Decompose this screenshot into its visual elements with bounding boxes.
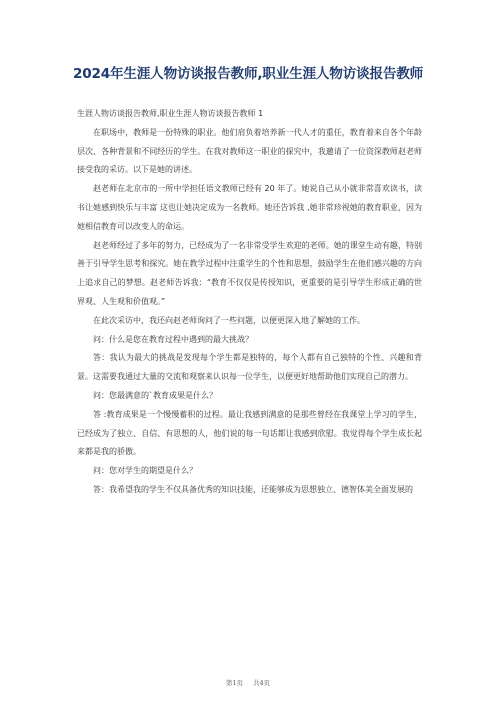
document-title: 2024年生涯人物访谈报告教师,职业生涯人物访谈报告教师 — [72, 66, 424, 82]
question-3: 问：您对学生的期望是什么？ — [93, 466, 197, 476]
question-2: 问：您最满意的`教育成果是什么？ — [93, 390, 217, 400]
question-1: 问：什么是您在教育过程中遇到的最大挑战？ — [93, 334, 253, 344]
document-subtitle: 生涯人物访谈报告教师,职业生涯人物访谈报告教师 1 — [77, 109, 264, 118]
paragraph-interview-lead: 在此次采访中，我还向赵老师询问了一些问题，以便更深入地了解她的工作。 — [93, 315, 365, 325]
answer-3: 答：我希望我的学生不仅具备优秀的知识技能，还能够成为思想独立、德智体美全面发展的 — [93, 484, 413, 494]
page-footer — [0, 678, 496, 687]
answer-1: 答：我认为最大的挑战是发现每个学生都是独特的，每个人都有自己独特的个性、兴趣和背景。这需要我通过大量的交流和观察来认识每一位学生，以便更好地帮助他们实现自己的潜力。 — [77, 353, 422, 382]
answer-2: 答 :教育成果是一个慢慢蓄积的过程。最让我感到满意的是那些曾经在我课堂上学习的学生，已经成为了独立、自信、有思想的人，他们说的每一句话都让我感到欣慰。我觉得每个学生成长起来都是我的骄傲。 — [77, 409, 422, 457]
paragraph-background: 赵老师在北京市的一所中学担任语文教师已经有 20 年了。她说自己从小就非常喜欢读书，读书让她感到快乐与丰富 这也让她决定成为一名教师。她还告诉我 ,她非常珍视她的教育职业，因为她相信教育可以改变人的命运。 — [77, 184, 422, 231]
paragraph-teaching: 赵老师经过了多年的努力，已经成为了一名非常受学生欢迎的老师。她的课堂生动有趣，特别善于引导学生思考和探究。她在教学过程中注重学生的个性和思想，鼓励学生在他们感兴趣的方向上追求自己的梦想。赵老师告诉我：“教育不仅仅是传授知识，更重要的是引导学生形成正确的世界观、人生观和价值观。” — [77, 240, 422, 306]
page-number: 第1页 — [225, 679, 243, 687]
page-total: 共4页 — [253, 679, 271, 687]
paragraph-intro: 在职场中，教师是一份特殊的职业。他们肩负着培养新一代人才的重任，教育着来自各个年龄层次、各种背景和不同经历的学生。在我对教师这一职业的探究中，我邀请了一位资深教师赵老师接受我的采访。以下是她的讲述。 — [77, 127, 422, 175]
document-body — [77, 105, 422, 500]
